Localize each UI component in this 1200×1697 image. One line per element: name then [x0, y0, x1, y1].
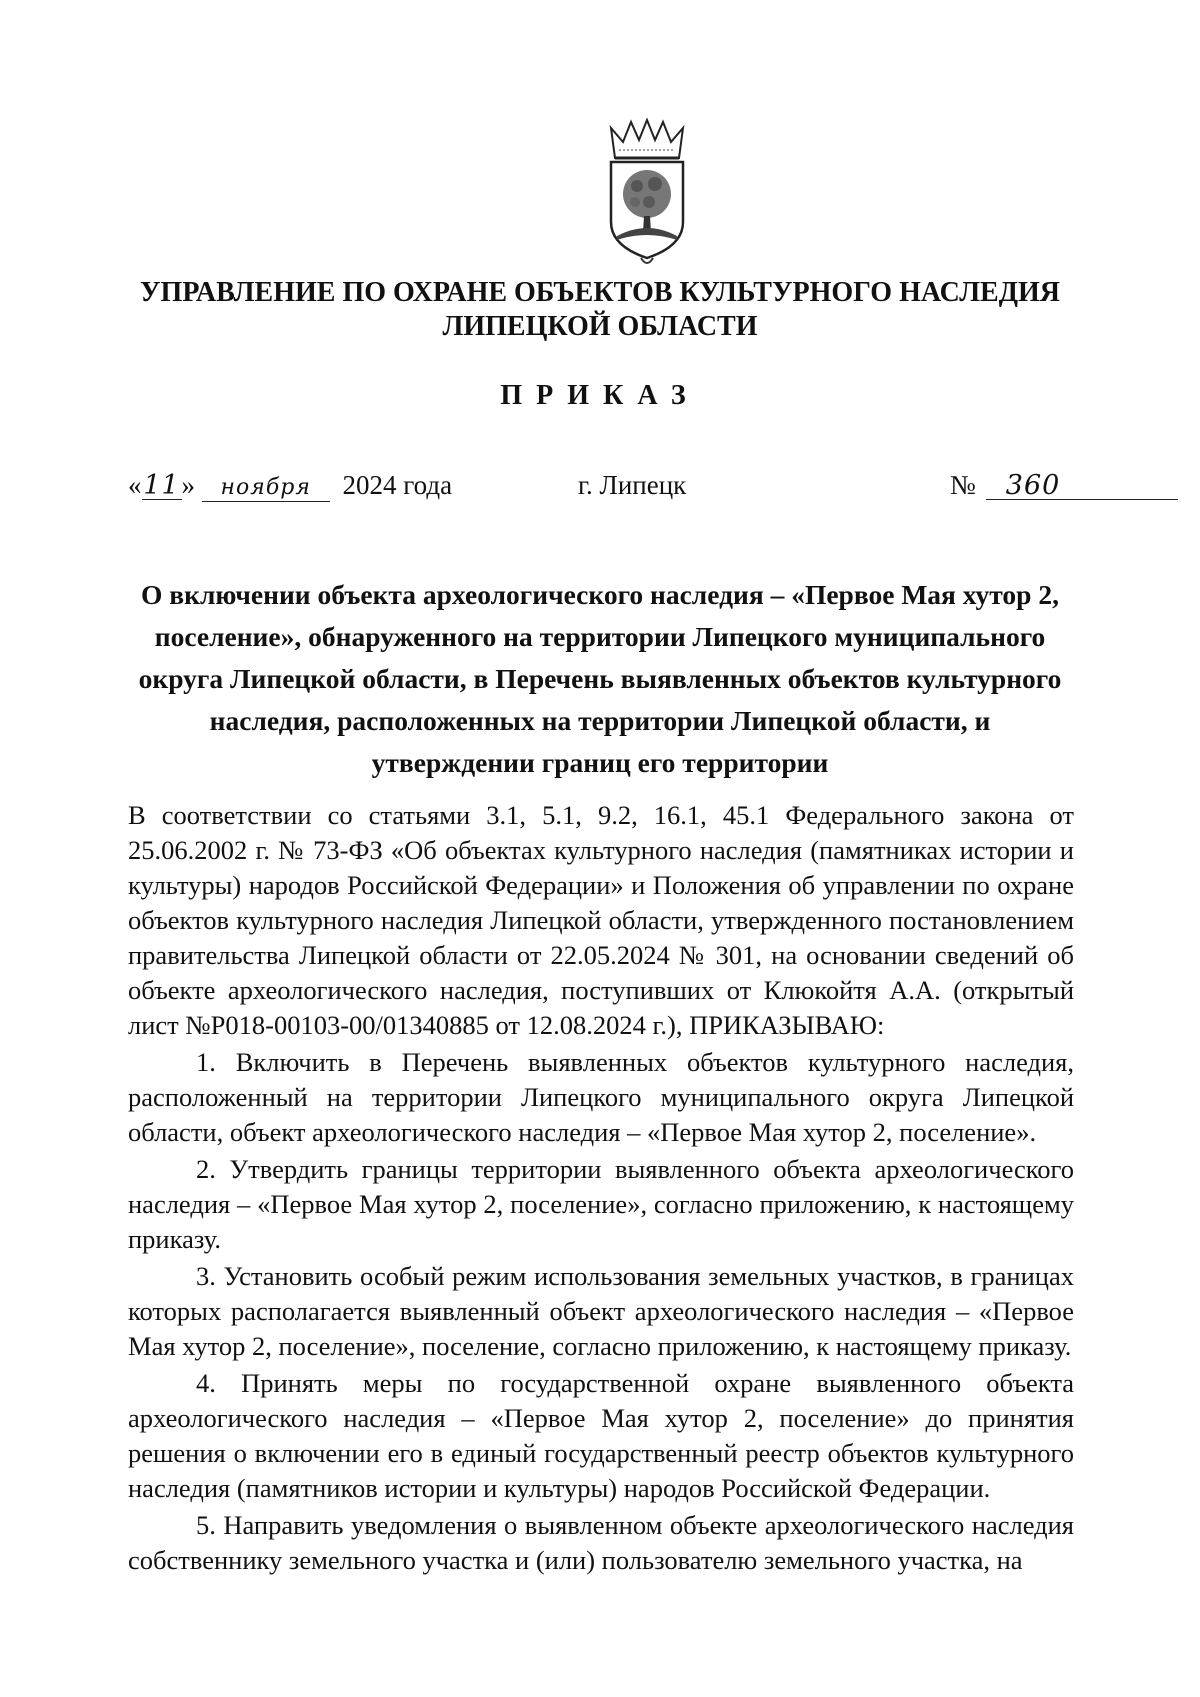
date-day-handwritten: 11: [143, 470, 180, 501]
coat-of-arms-emblem: [601, 118, 693, 268]
number-label: №: [950, 470, 976, 500]
preamble-paragraph: В соответствии со статьями 3.1, 5.1, 9.2, 16.1, 45.1 Федерального закона от 25.06.2002 г. № 73-ФЗ «Об объектах культурного наследия (памятниках истории и культуры) народов Российской Федерации» и Положения об управлении по охране объектов культурного наследия Липецкой области, утвержденного постановлением правительства Липецкой области от 22.05.2024 № 301, на основании сведений об объекте археологического наследия, поступивших от Клюкойтя А.А. (открытый лист №Р018-00103-00/01340885 от 12.08.2024 г.), ПРИКАЗЫВАЮ:: [128, 800, 1074, 1040]
date-open-quote: «: [128, 470, 142, 500]
document-number: [950, 470, 1178, 501]
document-title: О включении объекта археологического наследия – «Первое Мая хутор 2, поселение», обнаруженного на территории Липецкого муниципального округа Липецкой области, в Перечень выявленных объектов культурного наследия, расположенных на территории Липецкой области, и утверждении границ его территории: [138, 579, 1062, 778]
document-date: [128, 470, 598, 502]
organization-name-line1: УПРАВЛЕНИЕ ПО ОХРАНЕ ОБЪЕКТОВ КУЛЬТУРНОГО НАСЛЕДИЯ: [140, 277, 1060, 308]
organization-name: [120, 276, 1080, 344]
document-body: [128, 798, 1074, 1578]
order-item-4: 4. Принять меры по государственной охране выявленного объекта археологического наследия – «Первое Мая хутор 2, поселение» до принятия решения о включении его в единый государственный реестр объектов культурного наследия (памятников истории и культуры) народов Российской Федерации.: [128, 1368, 1074, 1503]
order-item-2: 2. Утвердить границы территории выявленного объекта археологического наследия – «Первое Мая хутор 2, поселение», согласно приложению, к настоящему приказу.: [128, 1154, 1074, 1254]
organization-name-line2: ЛИПЕЦКОЙ ОБЛАСТИ: [442, 311, 758, 342]
document-type-heading: ПРИКАЗ: [500, 380, 700, 411]
date-close-quote: »: [181, 470, 195, 500]
date-year: 2024 года: [342, 470, 453, 500]
order-item-1: 1. Включить в Перечень выявленных объектов культурного наследия, расположенный на территории Липецкого муниципального округа Липецкой области, объект археологического наследия – «Первое Мая хутор 2, поселение».: [128, 1047, 1074, 1147]
order-item-5: 5. Направить уведомления о выявленном объекте археологического наследия собственнику земельного участка и (или) пользователю земельного участка, на: [128, 1510, 1074, 1575]
order-item-3: 3. Установить особый режим использования земельных участков, в границах которых располагается выявленный объект археологического наследия – «Первое Мая хутор 2, поселение», поселение, согласно приложению, к настоящему приказу.: [128, 1261, 1074, 1361]
number-handwritten: 360: [986, 473, 1178, 500]
document-city: г. Липецк: [578, 470, 687, 500]
date-month-handwritten: ноября: [202, 475, 330, 502]
